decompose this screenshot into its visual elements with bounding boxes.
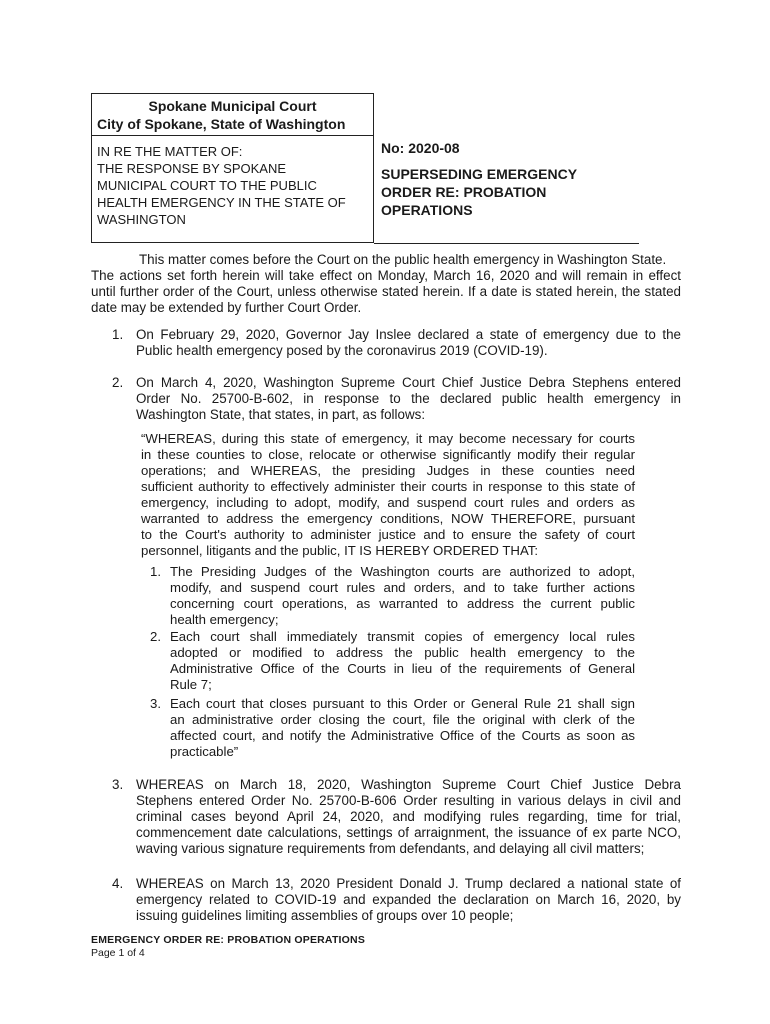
item-number: 2. bbox=[112, 375, 124, 390]
quote-item-line: concerning court operations, as warranted to address the current public bbox=[170, 596, 635, 611]
quote-item-line: health emergency; bbox=[170, 612, 279, 627]
quoted-order bbox=[141, 431, 635, 559]
quote-line: personnel, litigants and the public, IT IS HEREBY ORDERED THAT: bbox=[141, 543, 539, 558]
court-city: City of Spokane, State of Washington bbox=[97, 116, 346, 132]
page-number: Page 1 of 4 bbox=[91, 947, 145, 959]
item-number: 4. bbox=[112, 876, 124, 891]
order-title-line: ORDER RE: PROBATION bbox=[381, 184, 547, 200]
case-number: No: 2020-08 bbox=[381, 140, 460, 156]
item-line: Order No. 25700-B-602, in response to the declared public health emergency in bbox=[136, 391, 681, 406]
quote-line: to the Court's authority to administer justice and to ensure the safety of court bbox=[141, 527, 635, 542]
order-title bbox=[381, 165, 577, 219]
intro-paragraph bbox=[91, 252, 681, 316]
item-line: Public health emergency posed by the coronavirus 2019 (COVID-19). bbox=[136, 343, 548, 358]
matter-line: WASHINGTON bbox=[97, 212, 186, 227]
quote-item-line: Each court that closes pursuant to this Order or General Rule 21 shall sign bbox=[170, 696, 635, 711]
quote-item-line: an administrative order closing the court, file the original with clerk of the bbox=[170, 712, 635, 727]
list-item bbox=[136, 375, 681, 423]
quote-item-line: adopted or modified to address the public health emergency to the bbox=[170, 645, 635, 660]
quote-line: sufficient authority to effectively administer their courts in response to this state of bbox=[141, 479, 635, 494]
quote-item-number: 1. bbox=[150, 564, 161, 579]
quote-item-line: modify, and suspend court rules and orders, and to take further actions bbox=[170, 580, 635, 595]
item-number: 3. bbox=[112, 777, 124, 792]
caption-divider bbox=[92, 135, 373, 136]
item-line: On March 4, 2020, Washington Supreme Court Chief Justice Debra Stephens entered bbox=[136, 375, 681, 390]
item-line: waving various signature requirements from defendants, and delaying all civil matters; bbox=[136, 841, 645, 856]
matter-line: THE RESPONSE BY SPOKANE bbox=[97, 161, 287, 176]
quote-line: “WHEREAS, during this state of emergency, it may become necessary for courts bbox=[141, 431, 635, 446]
quote-item bbox=[170, 564, 635, 628]
list-item bbox=[136, 327, 681, 359]
quote-line: operations; and WHEREAS, the presiding Judges in these counties need bbox=[141, 463, 635, 478]
item-line: WHEREAS on March 13, 2020 President Donald J. Trump declared a national state of bbox=[136, 876, 681, 891]
item-line: criminal cases beyond April 24, 2020, and modifying rules regarding, time for trial, bbox=[136, 809, 681, 824]
caption-right-rule bbox=[374, 243, 639, 244]
quote-item bbox=[170, 696, 635, 760]
order-title-line: SUPERSEDING EMERGENCY bbox=[381, 166, 578, 182]
intro-line: until further order of the Court, unless otherwise stated herein. If a date is stated herein, the stated bbox=[91, 284, 681, 299]
quote-item bbox=[170, 629, 635, 693]
list-item bbox=[136, 777, 681, 857]
item-line: WHEREAS on March 18, 2020, Washington Supreme Court Chief Justice Debra bbox=[136, 777, 681, 792]
footer-title: EMERGENCY ORDER RE: PROBATION OPERATIONS bbox=[91, 934, 366, 946]
matter-line: MUNICIPAL COURT TO THE PUBLIC bbox=[97, 178, 317, 193]
item-line: issuing guidelines limiting assemblies of groups over 10 people; bbox=[136, 908, 514, 923]
item-line: Stephens entered Order No. 25700-B-606 Order resulting in various delays in civil and bbox=[136, 793, 681, 808]
list-item bbox=[136, 876, 681, 924]
caption-box bbox=[91, 93, 374, 243]
quote-line: warranted to address the emergency conditions, NOW THEREFORE, pursuant bbox=[141, 511, 635, 526]
order-title-line: OPERATIONS bbox=[381, 202, 473, 218]
matter-text bbox=[97, 143, 372, 228]
matter-line: IN RE THE MATTER OF: bbox=[97, 144, 243, 159]
quote-line: in these counties to close, relocate or otherwise significantly modify their regular bbox=[141, 447, 635, 462]
matter-line: HEALTH EMERGENCY IN THE STATE OF bbox=[97, 195, 346, 210]
item-line: commencement date calculations, settings of arraignment, the issuance of ex parte NCO, bbox=[136, 825, 681, 840]
item-line: emergency related to COVID-19 and expanded the declaration on March 16, 2020, by bbox=[136, 892, 681, 907]
quote-item-line: practicable” bbox=[170, 744, 239, 759]
quote-item-line: Rule 7; bbox=[170, 677, 212, 692]
intro-line: This matter comes before the Court on the public health emergency in Washington State. bbox=[139, 252, 667, 267]
court-name: Spokane Municipal Court bbox=[148, 98, 317, 114]
quote-item-line: The Presiding Judges of the Washington courts are authorized to adopt, bbox=[170, 564, 635, 579]
quote-item-number: 3. bbox=[150, 696, 161, 711]
intro-line: date may be extended by further Court Order. bbox=[91, 300, 362, 315]
quote-item-line: Administrative Office of the Courts in lieu of the requirements of General bbox=[170, 661, 635, 676]
intro-line: The actions set forth herein will take effect on Monday, March 16, 2020 and will remain in effect bbox=[91, 268, 681, 283]
quote-item-line: Each court shall immediately transmit copies of emergency local rules bbox=[170, 629, 635, 644]
item-number: 1. bbox=[112, 327, 124, 342]
item-line: On February 29, 2020, Governor Jay Inslee declared a state of emergency due to the bbox=[136, 327, 681, 342]
quote-item-number: 2. bbox=[150, 629, 161, 644]
quote-line: emergency, including to adopt, modify, and suspend court rules and orders as bbox=[141, 495, 635, 510]
quote-item-line: affected court, and notify the Administrative Office of the Courts as soon as bbox=[170, 728, 635, 743]
item-line: Washington State, that states, in part, as follows: bbox=[136, 407, 426, 422]
